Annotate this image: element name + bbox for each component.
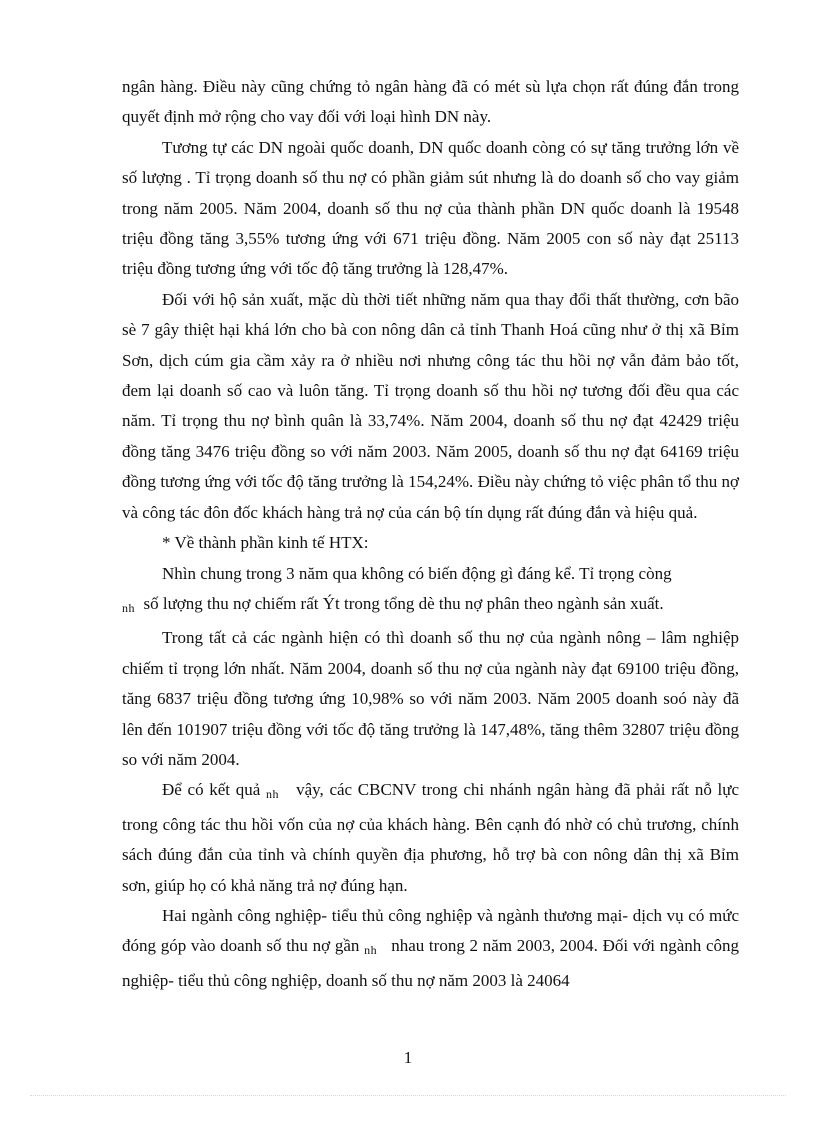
paragraph-rest: nhau trong 2 năm 2003, 2004. Đối với ngành công nghiệp- tiểu thủ công nghiệp, doanh số thu nợ năm 2003 là 24064 <box>122 936 739 990</box>
page-number: 1 <box>403 1048 413 1067</box>
paragraph-start: Hai ngành công nghiệp- tiểu thủ công nghiệp và ngành thương mại- dịch vụ có mức đóng góp vào doanh số thu nợ gần <box>122 905 739 956</box>
text-fragment: nh <box>122 600 135 615</box>
paragraph: ngân hàng. Điều này cũng chứng tỏ ngân hàng đã có mét sù lựa chọn rất đúng đắn trong quyết định mở rộng cho vay đối với loại hình DN này. <box>122 77 739 127</box>
paragraph <box>122 589 739 623</box>
text-fragment: nh <box>364 943 378 958</box>
paragraph <box>122 775 739 901</box>
paragraph <box>122 901 739 996</box>
page-divider <box>30 1095 786 1096</box>
body-text <box>122 72 739 996</box>
paragraph-start: Để có kết quả <box>162 780 261 800</box>
paragraph-line: số lượng thu nợ chiếm rất Ýt trong tổng dè thu nợ phân theo ngành sản xuất. <box>143 593 664 613</box>
paragraph: Tương tự các DN ngoài quốc doanh, DN quốc doanh còng có sự tăng trưởng lớn về số lượng . Tỉ trọng doanh số thu nợ có phần giảm sút nhưng là do doanh số cho vay giảm trong năm 2005. Năm 2004, doanh số thu nợ của thành phần DN quốc doanh là 19548 triệu đồng tăng 3,55% tương ứng với 671 triệu đồng. Năm 2005 con số này đạt 25113 triệu đồng tương ứng với tốc độ tăng trưởng là 128,47%. <box>122 137 739 279</box>
section-heading: * Về thành phần kinh tế HTX: <box>162 533 369 553</box>
text-fragment: nh <box>265 787 279 802</box>
paragraph: Nhìn chung trong 3 năm qua không có biến động gì đáng kể. Tỉ trọng còng <box>162 563 672 583</box>
paragraph: Trong tất cả các ngành hiện có thì doanh số thu nợ của ngành nông – lâm nghiệp chiếm tỉ trọng lớn nhất. Năm 2004, doanh số thu nợ của ngành này đạt 69100 triệu đồng, tăng 6837 triệu đồng tương ứng 10,98% so với năm 2003. Năm 2005 doanh soó này đã lên đến 101907 triệu đồng với tốc độ tăng trưởng là 147,48%, tăng thêm 32807 triệu đồng so với năm 2004. <box>122 628 739 769</box>
paragraph-rest: vậy, các CBCNV trong chi nhánh ngân hàng đã phải rất nỗ lực trong công tác thu hồi vốn của nợ của khách hàng. Bên cạnh đó nhờ có chủ trương, chính sách đúng đắn của tỉnh và chính quyền địa phương, hỗ trợ bà con nông dân thị xã Bỉm sơn, giúp họ có khả năng trả nợ đúng hạn. <box>122 780 740 895</box>
paragraph: Đối với hộ sản xuất, mặc dù thời tiết những năm qua thay đổi thất thường, cơn bão sè 7 gây thiệt hại khá lớn cho bà con nông dân cả tỉnh Thanh Hoá cũng như ở thị xã Bỉm Sơn, dịch cúm gia cầm xảy ra ở nhiều nơi nhưng công tác thu hồi nợ vẫn đảm bảo tốt, đem lại doanh số cao và luôn tăng. Tỉ trọng doanh số thu hồi nợ tương đối đều qua các năm. Tỉ trọng thu nợ bình quân là 33,74%. Năm 2004, doanh số thu nợ đạt 42429 triệu đồng tăng 3476 triệu đồng so với năm 2003. Năm 2005, doanh số thu nợ đạt 64169 triệu đồng tương ứng với tốc độ tăng trưởng là 154,24%. Điều này chứng tỏ việc phân tổ thu nợ và công tác đôn đốc khách hàng trả nợ của cán bộ tín dụng rất đúng đắn và hiệu quả. <box>122 289 739 522</box>
